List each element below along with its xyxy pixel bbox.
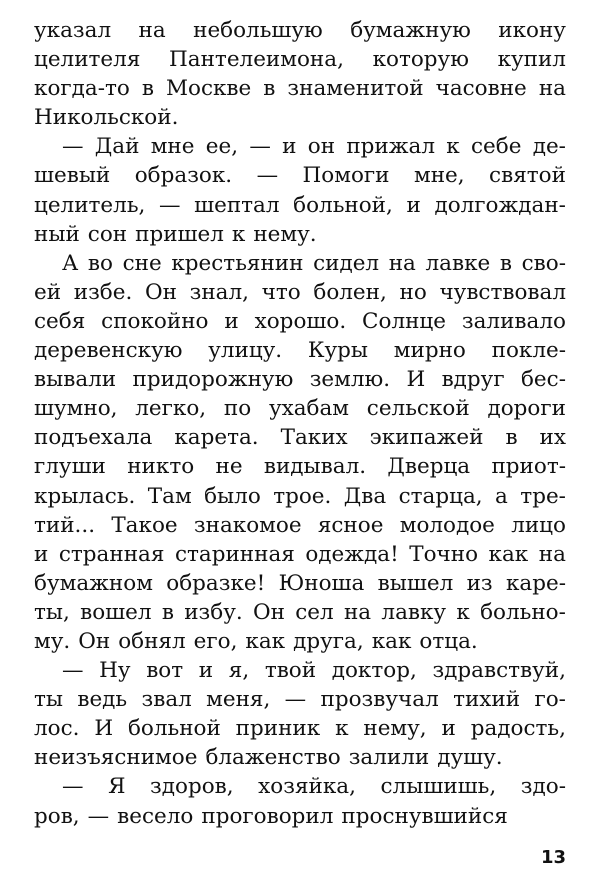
text-line: указал на небольшую бумажную икону <box>34 18 566 43</box>
text-line: шумно, легко, по ухабам сельской дороги <box>34 396 566 422</box>
text-line: ты ведь звал меня, — прозвучал тихий го- <box>34 687 566 713</box>
text-line: — Ну вот и я, твой доктор, здравствуй, <box>62 658 566 684</box>
text-line: ты, вошел в избу. Он сел на лавку к больно- <box>34 599 566 625</box>
text-line: крылась. Там было трое. Два старца, а тре- <box>34 483 566 509</box>
text-line: ей избе. Он знал, что болен, но чувствовал <box>34 279 566 305</box>
text-line: — Я здоров, хозяйка, слышишь, здо- <box>62 774 566 800</box>
text-line: подъехала карета. Таких экипажей в их <box>34 425 566 451</box>
text-line: лос. И больной приник к нему, и радость, <box>34 716 566 742</box>
text-line: шевый образок. — Помоги мне, святой <box>34 163 566 189</box>
text-line: неизъяснимое блаженство залили душу. <box>34 745 503 771</box>
text-line: деревенскую улицу. Куры мирно покле- <box>34 338 566 364</box>
text-line: му. Он обнял его, как друга, как отца. <box>34 628 478 654</box>
text-line: ров, — весело проговорил проснувшийся <box>34 803 508 829</box>
text-line: — Дай мне ее, — и он прижал к себе де- <box>62 134 566 160</box>
body-text <box>34 16 566 831</box>
page-number: 13 <box>540 847 566 868</box>
text-line: и странная старинная одежда! Точно как на <box>34 541 566 567</box>
text-line: ный сон пришел к нему. <box>34 221 317 247</box>
text-line: себя спокойно и хорошо. Солнце заливало <box>34 308 566 334</box>
text-line: целителя Пантелеимона, которую купил <box>34 47 566 73</box>
text-line: А во сне крестьянин сидел на лавке в сво- <box>62 250 566 276</box>
text-line: тий... Такое знакомое ясное молодое лицо <box>34 512 566 538</box>
text-line: вывали придорожную землю. И вдруг бес- <box>34 367 566 393</box>
text-line: глуши никто не видывал. Дверца приот- <box>34 454 566 480</box>
text-line: когда-то в Москве в знаменитой часовне на <box>34 76 566 102</box>
text-line: целитель, — шептал больной, и долгождан- <box>34 192 566 218</box>
text-line: бумажном образке! Юноша вышел из каре- <box>34 570 566 596</box>
text-line: Никольской. <box>34 105 179 131</box>
